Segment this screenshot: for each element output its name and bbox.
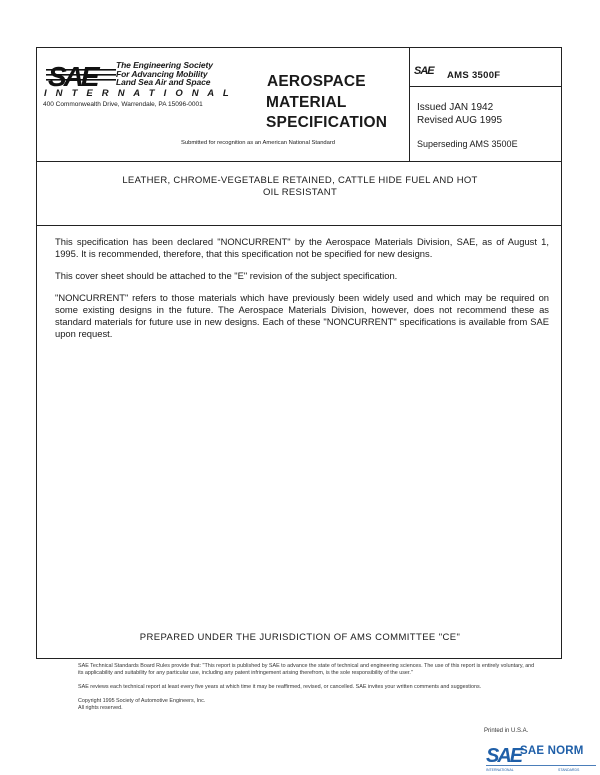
copyright-line: All rights reserved.: [78, 705, 123, 711]
sae-logo: [46, 60, 116, 90]
watermark-sub-left: INTERNATIONAL: [486, 768, 514, 772]
spec-number-divider: [409, 86, 562, 87]
printed-note: Printed in U.S.A.: [484, 728, 529, 734]
body-text: [55, 236, 549, 350]
revised-date: Revised AUG 1995: [417, 115, 503, 126]
society-line: Land Sea Air and Space: [116, 77, 211, 87]
paragraph: This cover sheet should be attached to the "E" revision of the subject specification.: [55, 270, 398, 281]
title-line: OIL RESISTANT: [262, 186, 338, 198]
title-divider: [37, 225, 561, 226]
spec-number: AMS 3500F: [447, 70, 501, 81]
paragraph: "NONCURRENT" refers to those materials which have previously been widely used and which may be required on some existing designs in the future. The Aerospace Materials Division, however, does not recommend these as standard materials for future use in new designs. Each of these "NONCURRENT" specifications is available from SAE upon request.: [55, 292, 549, 339]
watermark-sub-right: STANDARDS: [558, 768, 580, 772]
international-label: I N T E R N A T I O N A L: [44, 88, 232, 99]
header-right-divider: [409, 48, 410, 161]
watermark-text: SAE NORM: [520, 745, 584, 757]
spec-type-line: MATERIAL: [266, 93, 347, 111]
sae-logo-text: SAE: [48, 61, 97, 90]
issued-date: Issued JAN 1942: [417, 102, 494, 113]
document-title: [80, 175, 520, 198]
address: 400 Commonwealth Drive, Warrendale, PA 15096-0001: [43, 101, 203, 108]
title-line: LEATHER, CHROME-VEGETABLE RETAINED, CATTLE HIDE FUEL AND HOT: [122, 175, 478, 186]
superseding: Superseding AMS 3500E: [417, 139, 518, 149]
watermark-sae-text: SAE: [486, 745, 522, 767]
prepared-statement: PREPARED UNDER THE JURISDICTION OF AMS COMMITTEE "CE": [139, 632, 461, 643]
sae-mark: SAE: [414, 65, 434, 77]
footer-notes: [78, 663, 538, 712]
policy-note: SAE reviews each technical report at least every five years at which time it may be reaffirmed, revised, or cancelled. SAE invites your written comments and suggestions.: [78, 684, 482, 690]
society-tagline: [116, 61, 213, 87]
header-divider: [37, 161, 561, 162]
paragraph: This specification has been declared "NONCURRENT" by the Aerospace Materials Division, SAE, as of August 1, 1995. It is recommended, therefore, that this specification not be specified for new designs.: [55, 236, 549, 259]
society-line: The Engineering Society: [116, 60, 213, 70]
submitted-note: Submitted for recognition as an American National Standard: [181, 140, 336, 146]
policy-note: SAE Technical Standards Board Rules provide that: "This report is published by SAE to advance the state of technical and engineering sciences. The use of this report is entirely voluntary, and its applicability and suitability for any particular use, including any patent infringement arising therefrom, is the sole responsibility of the user.": [78, 663, 535, 676]
spec-type-line: SPECIFICATION: [266, 114, 388, 131]
spec-type-line: AEROSPACE: [267, 73, 366, 90]
copyright-line: Copyright 1995 Society of Automotive Engineers, Inc.: [78, 698, 206, 704]
society-line: For Advancing Mobility: [116, 68, 208, 79]
spec-type: [266, 72, 387, 134]
